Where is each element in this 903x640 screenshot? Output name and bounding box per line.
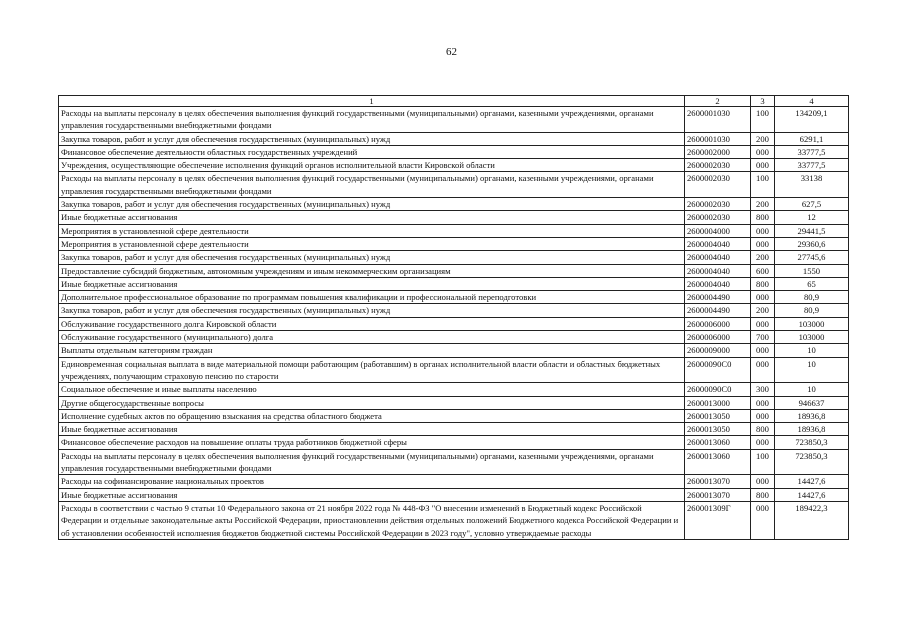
cell-sum: 33777,5 [775,159,849,172]
cell-sum: 1550 [775,264,849,277]
column-header-type: 3 [751,96,775,107]
cell-code: 2600013060 [685,449,751,475]
cell-sum: 946637 [775,396,849,409]
cell-sum: 627,5 [775,198,849,211]
table-row [59,132,849,145]
cell-code: 2600013060 [685,436,751,449]
cell-code: 2600002030 [685,172,751,198]
table-row [59,317,849,330]
cell-sum: 18936,8 [775,423,849,436]
cell-name: Социальное обеспечение и иные выплаты населению [59,383,685,396]
cell-code: 26000090С0 [685,383,751,396]
cell-code: 2600002030 [685,198,751,211]
table-row [59,344,849,357]
cell-code: 2600001030 [685,132,751,145]
cell-name: Расходы в соответствии с частью 9 статьи 10 Федерального закона от 21 ноября 2022 года № 448-ФЗ "О внесении изменений в Бюджетный кодекс Российской Федерации и отдельные законодательные акты Российской Федерации, приостановлении действия отдельных положений Бюджетного кодекса Российской Федерации и об установлении особенностей исполнения бюджетов бюджетной системы Российской Федерации в 2023 году", условно утверждаемые расходы [59,501,685,539]
cell-sum: 103000 [775,317,849,330]
cell-type: 000 [751,159,775,172]
table-row [59,488,849,501]
cell-type: 800 [751,488,775,501]
cell-type: 000 [751,145,775,158]
cell-name: Закупка товаров, работ и услуг для обеспечения государственных (муниципальных) нужд [59,251,685,264]
table-row [59,475,849,488]
cell-name: Иные бюджетные ассигнования [59,488,685,501]
cell-name: Закупка товаров, работ и услуг для обеспечения государственных (муниципальных) нужд [59,132,685,145]
table-body [59,107,849,540]
cell-code: 2600009000 [685,344,751,357]
cell-sum: 10 [775,383,849,396]
cell-name: Дополнительное профессиональное образование по программам повышения квалификации и профессиональной переподготовки [59,291,685,304]
cell-code: 2600004490 [685,304,751,317]
cell-type: 000 [751,291,775,304]
cell-code: 2600004040 [685,251,751,264]
cell-type: 000 [751,436,775,449]
table-row [59,198,849,211]
table-row [59,159,849,172]
cell-name: Финансовое обеспечение расходов на повышение оплаты труда работников бюджетной сферы [59,436,685,449]
table-header-row [59,96,849,107]
cell-code: 2600004000 [685,224,751,237]
table-row [59,423,849,436]
cell-type: 800 [751,211,775,224]
cell-type: 000 [751,317,775,330]
cell-name: Расходы на выплаты персоналу в целях обеспечения выполнения функций государственными (муниципальными) органами, казенными учреждениями, органами управления государственными внебюджетными фондами [59,107,685,133]
cell-name: Расходы на софинансирование национальных проектов [59,475,685,488]
cell-code: 2600004040 [685,277,751,290]
cell-type: 100 [751,449,775,475]
table-row [59,211,849,224]
table-row [59,107,849,133]
cell-code: 26000090С0 [685,357,751,383]
column-header-name: 1 [59,96,685,107]
table-row [59,237,849,250]
table-row [59,357,849,383]
cell-type: 200 [751,304,775,317]
cell-sum: 10 [775,344,849,357]
cell-type: 200 [751,198,775,211]
cell-name: Финансовое обеспечение деятельности областных государственных учреждений [59,145,685,158]
cell-code: 2600002030 [685,211,751,224]
cell-type: 000 [751,237,775,250]
table-row [59,291,849,304]
cell-code: 2600013000 [685,396,751,409]
cell-code: 2600013070 [685,475,751,488]
cell-code: 260001309Г [685,501,751,539]
cell-name: Обслуживание государственного долга Кировской области [59,317,685,330]
cell-sum: 80,9 [775,291,849,304]
page-number: 62 [446,46,457,58]
cell-sum: 134209,1 [775,107,849,133]
cell-type: 000 [751,396,775,409]
cell-sum: 103000 [775,331,849,344]
budget-table [58,95,849,540]
cell-name: Предоставление субсидий бюджетным, автономным учреждениям и иным некоммерческим организациям [59,264,685,277]
column-header-code: 2 [685,96,751,107]
cell-name: Мероприятия в установленной сфере деятельности [59,224,685,237]
cell-sum: 10 [775,357,849,383]
table-row [59,145,849,158]
cell-name: Единовременная социальная выплата в виде материальной помощи работающим (работавшим) в органах исполнительной власти области и областных бюджетных учреждениях, получающим страховую пенсию по старости [59,357,685,383]
cell-type: 800 [751,277,775,290]
cell-name: Мероприятия в установленной сфере деятельности [59,237,685,250]
cell-code: 2600013050 [685,423,751,436]
cell-type: 000 [751,357,775,383]
cell-sum: 189422,3 [775,501,849,539]
cell-name: Закупка товаров, работ и услуг для обеспечения государственных (муниципальных) нужд [59,304,685,317]
cell-name: Обслуживание государственного (муниципального) долга [59,331,685,344]
cell-code: 2600004490 [685,291,751,304]
table-row [59,277,849,290]
column-header-sum: 4 [775,96,849,107]
cell-name: Учреждения, осуществляющие обеспечение исполнения функций органов исполнительной власти Кировской области [59,159,685,172]
cell-type: 200 [751,251,775,264]
cell-type: 000 [751,344,775,357]
cell-code: 2600001030 [685,107,751,133]
cell-type: 300 [751,383,775,396]
cell-name: Выплаты отдельным категориям граждан [59,344,685,357]
table-row [59,251,849,264]
cell-sum: 18936,8 [775,409,849,422]
cell-type: 700 [751,331,775,344]
cell-sum: 27745,6 [775,251,849,264]
cell-name: Расходы на выплаты персоналу в целях обеспечения выполнения функций государственными (муниципальными) органами, казенными учреждениями, органами управления государственными внебюджетными фондами [59,449,685,475]
table-row [59,224,849,237]
cell-code: 2600002000 [685,145,751,158]
table-row [59,501,849,539]
cell-name: Иные бюджетные ассигнования [59,423,685,436]
cell-code: 2600013070 [685,488,751,501]
cell-type: 000 [751,475,775,488]
table-row [59,172,849,198]
cell-sum: 29441,5 [775,224,849,237]
cell-name: Другие общегосударственные вопросы [59,396,685,409]
table-row [59,383,849,396]
table-row [59,264,849,277]
cell-type: 100 [751,172,775,198]
cell-sum: 14427,6 [775,488,849,501]
cell-code: 2600006000 [685,331,751,344]
cell-type: 800 [751,423,775,436]
cell-code: 2600013050 [685,409,751,422]
cell-sum: 14427,6 [775,475,849,488]
cell-name: Исполнение судебных актов по обращению взыскания на средства областного бюджета [59,409,685,422]
cell-code: 2600004040 [685,264,751,277]
cell-sum: 33777,5 [775,145,849,158]
cell-code: 2600004040 [685,237,751,250]
cell-sum: 80,9 [775,304,849,317]
cell-name: Иные бюджетные ассигнования [59,277,685,290]
table-row [59,396,849,409]
cell-name: Закупка товаров, работ и услуг для обеспечения государственных (муниципальных) нужд [59,198,685,211]
cell-sum: 33138 [775,172,849,198]
cell-type: 000 [751,409,775,422]
cell-sum: 6291,1 [775,132,849,145]
cell-type: 000 [751,224,775,237]
cell-sum: 723850,3 [775,436,849,449]
cell-name: Расходы на выплаты персоналу в целях обеспечения выполнения функций государственными (муниципальными) органами, казенными учреждениями, органами управления государственными внебюджетными фондами [59,172,685,198]
cell-type: 600 [751,264,775,277]
cell-type: 000 [751,501,775,539]
cell-code: 2600002030 [685,159,751,172]
table-row [59,436,849,449]
cell-code: 2600006000 [685,317,751,330]
cell-sum: 29360,6 [775,237,849,250]
table-row [59,331,849,344]
table-row [59,449,849,475]
cell-sum: 723850,3 [775,449,849,475]
table-row [59,409,849,422]
cell-sum: 65 [775,277,849,290]
cell-name: Иные бюджетные ассигнования [59,211,685,224]
table-row [59,304,849,317]
cell-type: 200 [751,132,775,145]
cell-sum: 12 [775,211,849,224]
cell-type: 100 [751,107,775,133]
